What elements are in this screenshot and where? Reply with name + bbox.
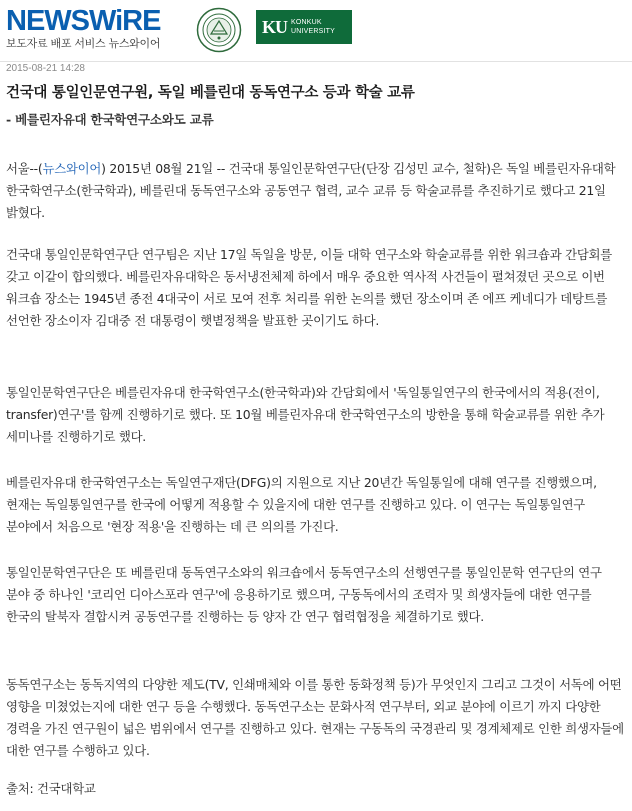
konkuk-university-logo xyxy=(256,10,352,44)
dateline-prefix: 서울--( xyxy=(6,161,43,176)
lead-text: ) 2015년 08월 21일 -- 건국대 통일인문학연구단(단장 김성민 교수, 철학)은 독일 베를린자유대학 한국학연구소(한국학과), 베를린대 동독연구소와 공동연구 협력, 교수 교류 등 학술교류를 추진하기로 했다고 21일 밝혔다. xyxy=(6,161,616,220)
newswire-logo[interactable] xyxy=(6,6,174,52)
logo-tagline: 보도자료 배포 서비스 뉴스와이어 xyxy=(6,37,161,50)
article-subtitle: - 베를린자유대 한국학연구소와도 교류 xyxy=(6,112,214,127)
paragraph-3: 통일인문학연구단은 베를린자유대 한국학연구소(한국학과)와 간담회에서 '독일통일연구의 한국에서의 적용(전이, transfer)연구'를 함께 진행하기로 했다. 또 10월 베를린자유대 한국학연구소의 방한을 통해 학술교류를 위한 추가 세미나를 진행하기로 했다. xyxy=(6,385,605,444)
article-date: 2015-08-21 14:28 xyxy=(6,63,85,74)
university-seal-icon xyxy=(196,7,242,53)
article-title: 건국대 통일인문연구원, 독일 베를린대 동독연구소 등과 학술 교류 xyxy=(6,85,415,101)
paragraph-5: 통일인문학연구단은 또 베를린대 동독연구소와의 워크숍에서 동독연구소의 선행연구를 통일인문학 연구단의 연구 분야 중 하나인 '코리언 디아스포라 연구'에 응용하기로 했으며, 구동독에서의 조력자 및 희생자들에 대한 연구를 한국의 탈북자 결합시켜 공동연구를 진행하는 등 양자 간 연구 협력협정을 체결하기로 했다. xyxy=(6,565,602,624)
ku-name-line2: UNIVERSITY xyxy=(291,28,336,35)
header-divider xyxy=(0,61,632,62)
site-header xyxy=(0,0,632,60)
newswire-link[interactable]: 뉴스와이어 xyxy=(42,161,102,176)
paragraph-2: 건국대 통일인문학연구단 연구팀은 지난 17일 독일을 방문, 이들 대학 연구소와 학술교류를 위한 워크숍과 간담회를 갖고 이같이 합의했다. 베를린자유대학은 동서냉전체제 하에서 매우 중요한 역사적 사건들이 펼쳐졌던 곳으로 이번 워크숍 장소는 1945년 종전 4대국이 서로 모여 전후 처리를 위한 논의를 했던 장소이며 존 에프 케네디가 데탕트를 선언한 장소이자 김대중 전 대통령이 햇볕정책을 발표한 곳이기도 하다. xyxy=(6,247,612,328)
article-source: 출처: 건국대학교 xyxy=(6,781,96,796)
paragraph-lead xyxy=(6,158,624,224)
ku-mark: KU xyxy=(262,16,287,37)
logo-wordmark-news: NEWS xyxy=(6,5,89,37)
paragraph-4: 베를린자유대 한국학연구소는 독일연구재단(DFG)의 지원으로 지난 20년간 독일통일에 대해 연구를 진행했으며, 현재는 독일통일연구를 한국에 어떻게 적용할 수 있을지에 대한 연구를 진행하고 있다. 이 연구는 독일통일연구 분야에서 처음으로 '현장 적용'을 진행하는 데 큰 의의를 가진다. xyxy=(6,475,597,534)
paragraph-6: 동독연구소는 동독지역의 다양한 제도(TV, 인쇄매체와 이를 통한 동화정책 등)가 무엇인지 그리고 그것이 서독에 어떤 영향을 미쳤었는지에 대한 연구 등을 수행했다. 동독연구소는 문화사적 연구부터, 외교 분야에 이르기 까지 다양한 경력을 가진 연구원이 넓은 범위에서 연구를 진행하고 있다. 현재는 구동독의 국경관리 및 경계체제로 인한 희생자들에 대한 연구를 수행하고 있다. xyxy=(6,677,624,758)
ku-name-line1: KONKUK xyxy=(291,19,322,26)
logo-wordmark-wire: WiRE xyxy=(89,5,161,37)
